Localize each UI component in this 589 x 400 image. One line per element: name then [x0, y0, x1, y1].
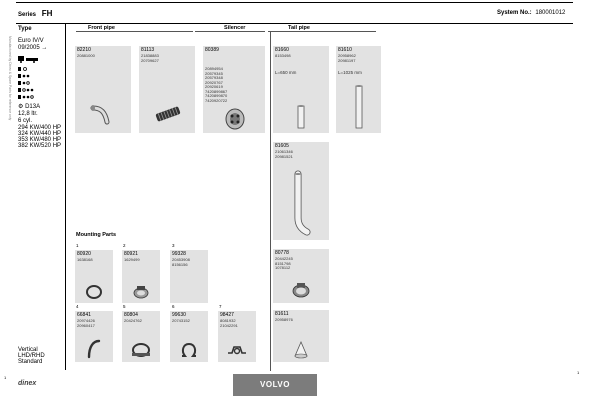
front-pipe-bend-icon: [89, 100, 119, 126]
part-ref: 8081932: [220, 318, 236, 323]
part-card-80920[interactable]: [75, 250, 113, 303]
part-ref: 20579348: [205, 75, 223, 80]
axle-config-icon-3: [18, 80, 32, 86]
brand-banner: VOLVO: [233, 374, 317, 396]
end-cap-icon: [291, 338, 311, 360]
tail-pipe-bent-icon: [291, 170, 313, 236]
part-card-80804[interactable]: [122, 311, 160, 362]
part-number: 99630: [172, 312, 186, 318]
side-note: Manufactured by Dinex & Spare Parts for reference only: [8, 36, 12, 121]
header-top-rule: [16, 2, 573, 3]
engine-displacement: 12,8 ltr.: [18, 111, 38, 117]
part-card-81611[interactable]: [273, 310, 329, 362]
part-ref: 20709627: [141, 57, 159, 63]
series-value: FH: [41, 9, 53, 18]
part-ref: 8151798: [275, 260, 291, 266]
part-ref: 20920767: [205, 79, 223, 85]
part-number: 81611: [275, 311, 289, 317]
power-rating-2: 324 KW/440 HP: [18, 131, 62, 137]
arrow-right-icon: →: [41, 45, 48, 51]
part-number: 80389: [205, 47, 219, 53]
mounting-index-6: 6: [172, 304, 175, 309]
part-ref: 20442245: [275, 256, 293, 261]
hanger-icon: [226, 341, 248, 359]
part-ref: 1078112: [275, 265, 291, 270]
part-number: 81610: [338, 47, 352, 53]
part-ref: 21042291: [220, 322, 238, 328]
part-ref: 8153498: [275, 53, 291, 58]
power-rating-3: 353 KW/480 HP: [18, 137, 62, 143]
front-pipe-rule: [76, 31, 193, 32]
orientation-1: Vertical: [18, 347, 38, 353]
part-length: L=1025 mm: [338, 70, 362, 75]
part-number: 81660: [275, 47, 289, 53]
part-ref: 20920619: [205, 84, 223, 89]
page-number-left: 1: [4, 375, 7, 380]
part-ref: 20894954: [205, 66, 223, 71]
axle-config-icon-1: [18, 66, 30, 72]
silencer-rule: [195, 31, 265, 32]
mounting-index-2: 2: [123, 243, 126, 248]
tail-pipe-long-icon: [352, 84, 366, 130]
production-date: 09/2005 →: [18, 45, 48, 51]
part-number: 66841: [77, 312, 91, 318]
part-card-81605[interactable]: [273, 142, 329, 240]
bracket-icon: [85, 337, 103, 359]
part-ref: 1629499: [124, 257, 140, 262]
part-card-81113[interactable]: [139, 46, 195, 133]
part-ref: 20958976: [275, 317, 293, 322]
orientation-2: LHD/RHD: [18, 353, 45, 359]
part-ref: 7420899870: [205, 93, 228, 98]
axle-config-icon-4: [18, 87, 34, 93]
euro-norm: Euro IV/V: [18, 38, 44, 44]
system-number-value: 180001012: [535, 10, 566, 16]
part-number: 80804: [124, 312, 138, 318]
mounting-index-5: 5: [123, 304, 126, 309]
power-rating-1: 294 KW/400 HP: [18, 125, 62, 131]
dinex-logo: dinex: [18, 380, 37, 387]
tail-pipe-short-icon: [293, 104, 309, 130]
part-card-80389[interactable]: [203, 46, 265, 133]
part-ref: 20424762: [124, 318, 142, 323]
engine-cylinders: 6 cyl.: [18, 118, 33, 124]
clamp-icon: [291, 281, 311, 299]
part-number: 99328: [172, 251, 186, 257]
part-number: 81113: [141, 47, 155, 53]
part-card-81660[interactable]: [273, 46, 329, 133]
silencer-icon: [225, 108, 245, 130]
omega-clamp-icon: [179, 341, 199, 359]
system-number: System No.: 180001012: [497, 10, 566, 16]
silencer-title: Silencer: [224, 25, 246, 31]
part-ref: 20881000: [77, 53, 95, 58]
axle-config-icon-2: [18, 73, 30, 79]
part-ref: 20579345: [205, 70, 223, 76]
orientation-3: Standard: [18, 359, 43, 365]
part-card-98427[interactable]: [218, 311, 256, 362]
part-ref: 20974426: [77, 318, 95, 323]
flex-hose-icon: [153, 106, 183, 122]
part-ref: 21061346: [275, 149, 293, 154]
page-number-right: 1: [577, 370, 580, 375]
tail-pipe-title: Tail pipe: [288, 25, 310, 31]
part-ref: 20453908: [172, 257, 190, 262]
truck-icon: [18, 55, 48, 63]
part-card-99328[interactable]: [170, 250, 208, 303]
part-card-99630[interactable]: [170, 311, 208, 362]
engine-icon: ⚙: [18, 104, 24, 110]
tail-pipe-divider: [270, 31, 271, 371]
part-card-82210[interactable]: [75, 46, 131, 133]
part-ref: 8156156: [172, 261, 188, 267]
tail-pipe-rule: [268, 31, 376, 32]
part-number: 98427: [220, 312, 234, 318]
part-number: 80921: [124, 251, 138, 257]
series-label: Series FH: [18, 9, 53, 18]
part-card-80778[interactable]: [273, 249, 329, 303]
ring-icon: [85, 284, 103, 300]
engine-code: ⚙ D13A: [18, 104, 41, 110]
mounting-parts-title: Mounting Parts: [76, 232, 117, 238]
part-card-81610[interactable]: [336, 46, 381, 133]
header-bottom-rule: [16, 23, 573, 24]
axle-config-icon-5: [18, 94, 34, 100]
part-ref: 7420899867: [205, 88, 228, 94]
power-rating-4: 382 KW/520 HP: [18, 143, 62, 149]
part-number: 80920: [77, 251, 91, 257]
part-number: 80778: [275, 250, 289, 256]
part-ref: 20743152: [172, 318, 190, 323]
front-pipe-title: Front pipe: [88, 25, 115, 31]
part-number: 82210: [77, 47, 91, 53]
band-clamp-icon: [132, 284, 150, 300]
part-number: 81605: [275, 143, 289, 149]
part-ref: 21838883: [141, 53, 159, 58]
part-card-80921[interactable]: [122, 250, 160, 303]
part-ref: 20960417: [77, 322, 95, 328]
part-length: L=650 mm: [275, 70, 297, 75]
part-card-66841[interactable]: [75, 311, 113, 362]
part-ref: 7420920722: [205, 97, 228, 103]
part-ref: 20958962: [338, 53, 356, 58]
u-clamp-icon: [130, 341, 152, 359]
part-ref: 20981197: [338, 57, 356, 63]
part-ref: 1638168: [77, 257, 93, 262]
mounting-index-4: 4: [76, 304, 79, 309]
mounting-index-1: 1: [76, 243, 79, 248]
mounting-index-3: 3: [172, 243, 175, 248]
part-ref: 20981521: [275, 153, 293, 159]
mounting-index-7: 7: [219, 304, 222, 309]
type-label: Type: [18, 26, 32, 32]
